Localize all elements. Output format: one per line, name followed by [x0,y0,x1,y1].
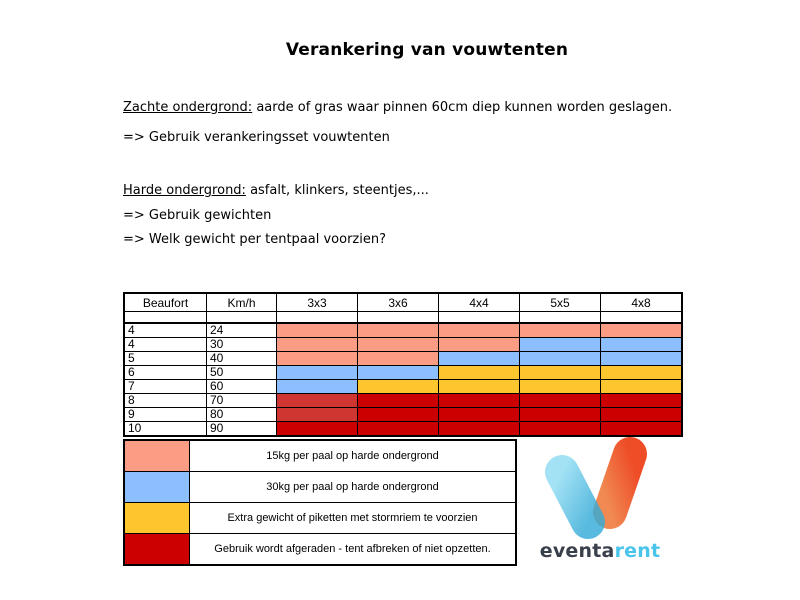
wind-color-cell [439,366,520,380]
wind-color-cell [358,338,439,352]
legend-color-swatch [124,503,190,534]
logo-checkmark-icon [530,428,670,548]
legend-color-swatch [124,472,190,503]
wind-color-cell [358,380,439,394]
wind-header-cell: 4x8 [601,293,683,312]
wind-color-cell [439,380,520,394]
legend-row [124,440,516,472]
wind-color-cell [520,323,601,338]
wind-color-cell [439,323,520,338]
wind-color-cell [439,352,520,366]
kmh-value-cell: 80 [207,408,277,422]
logo-wordmark [530,540,670,562]
logo [530,428,670,568]
hard-ground-label: Harde ondergrond: [123,183,246,198]
wind-data-row [124,408,682,422]
wind-color-cell [601,352,683,366]
wind-table [123,292,683,437]
wind-color-cell [439,422,520,437]
wind-header-cell: 5x5 [520,293,601,312]
wind-color-cell [277,352,358,366]
wind-color-cell [439,394,520,408]
logo-word-rent: rent [614,540,661,562]
wind-color-cell [601,366,683,380]
kmh-value-cell: 60 [207,380,277,394]
wind-blank-cell [277,312,358,324]
wind-header-cell: Km/h [207,293,277,312]
wind-color-cell [358,352,439,366]
wind-color-cell [520,380,601,394]
logo-word-eventa: eventa [539,540,615,562]
wind-data-row [124,352,682,366]
wind-blank-cell [124,312,207,324]
legend-color-swatch [124,534,190,566]
wind-color-cell [439,408,520,422]
beaufort-value-cell: 10 [124,422,207,437]
beaufort-value-cell: 4 [124,338,207,352]
page-title: Verankering van vouwtenten [285,40,569,60]
wind-color-cell [601,394,683,408]
beaufort-value-cell: 8 [124,394,207,408]
wind-data-row [124,338,682,352]
wind-blank-cell [439,312,520,324]
wind-blank-row [124,312,682,324]
legend-text-cell: Gebruik wordt afgeraden - tent afbreken of niet opzetten. [190,534,517,566]
wind-data-row [124,366,682,380]
beaufort-value-cell: 4 [124,323,207,338]
kmh-value-cell: 70 [207,394,277,408]
legend-row [124,472,516,503]
wind-header-cell: 3x3 [277,293,358,312]
wind-color-cell [277,338,358,352]
wind-color-cell [439,338,520,352]
soft-ground-line [123,100,672,115]
beaufort-value-cell: 9 [124,408,207,422]
wind-color-cell [520,394,601,408]
legend-table [123,439,517,566]
kmh-value-cell: 50 [207,366,277,380]
wind-color-cell [358,408,439,422]
wind-blank-cell [601,312,683,324]
wind-color-cell [277,366,358,380]
wind-color-cell [277,394,358,408]
logo-orange-stroke [610,454,630,512]
wind-color-cell [358,323,439,338]
wind-blank-cell [520,312,601,324]
wind-color-cell [601,380,683,394]
wind-color-cell [601,408,683,422]
wind-blank-cell [358,312,439,324]
wind-color-cell [520,408,601,422]
wind-color-cell [520,366,601,380]
wind-data-row [124,323,682,338]
kmh-value-cell: 30 [207,338,277,352]
kmh-value-cell: 40 [207,352,277,366]
wind-header-cell: Beaufort [124,293,207,312]
wind-header-cell: 4x4 [439,293,520,312]
hard-ground-question: => Welk gewicht per tentpaal voorzien? [123,232,386,247]
wind-data-row [124,394,682,408]
legend-row [124,534,516,566]
wind-color-cell [277,408,358,422]
wind-color-cell [358,422,439,437]
hard-ground-action: => Gebruik gewichten [123,208,272,223]
wind-color-cell [277,323,358,338]
wind-header-row [124,293,682,312]
wind-blank-cell [207,312,277,324]
legend-text-cell: 15kg per paal op harde ondergrond [190,440,517,472]
beaufort-value-cell: 6 [124,366,207,380]
soft-ground-label: Zachte ondergrond: [123,100,253,115]
beaufort-value-cell: 7 [124,380,207,394]
wind-color-cell [277,422,358,437]
wind-color-cell [601,338,683,352]
soft-ground-action: => Gebruik verankeringsset vouwtenten [123,130,390,145]
legend-color-swatch [124,440,190,472]
hard-ground-line [123,183,429,198]
wind-color-cell [520,352,601,366]
legend-text-cell: Extra gewicht of piketten met stormriem te voorzien [190,503,517,534]
legend-text-cell: 30kg per paal op harde ondergrond [190,472,517,503]
wind-color-cell [358,394,439,408]
kmh-value-cell: 90 [207,422,277,437]
wind-color-cell [601,323,683,338]
legend-row [124,503,516,534]
wind-color-cell [520,338,601,352]
wind-header-cell: 3x6 [358,293,439,312]
hard-ground-text: asfalt, klinkers, steentjes,... [245,183,429,198]
logo-blue-stroke [562,472,588,522]
kmh-value-cell: 24 [207,323,277,338]
wind-data-row [124,380,682,394]
beaufort-value-cell: 5 [124,352,207,366]
wind-color-cell [358,366,439,380]
wind-color-cell [277,380,358,394]
soft-ground-text: aarde of gras waar pinnen 60cm diep kunnen worden geslagen. [252,100,673,115]
